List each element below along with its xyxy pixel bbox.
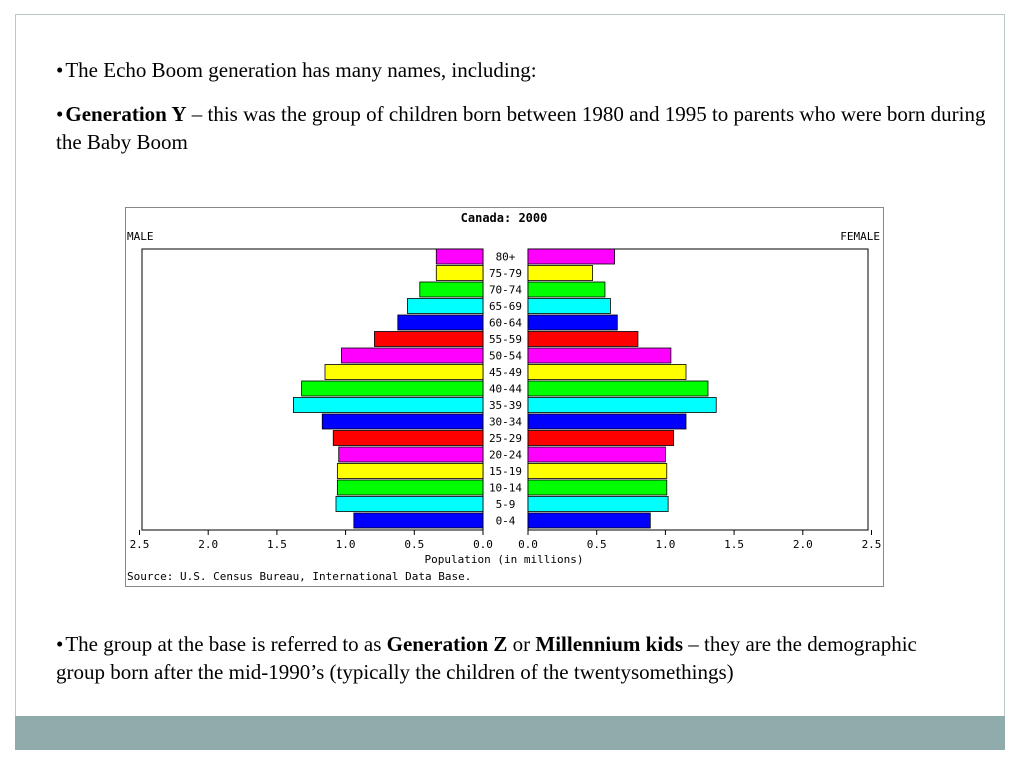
bar-male-75-79 [436,266,483,281]
bar-male-20-24 [339,447,483,462]
age-label: 35-39 [488,399,523,412]
footer-band [15,716,1005,750]
tick-label-left: 2.0 [198,538,219,551]
tick-label-left: 2.5 [129,538,150,551]
bar-male-35-39 [293,398,483,413]
bullet-generation-z [56,630,936,686]
generation-z-term: Generation Z [386,632,508,656]
tick-label-right: 2.5 [861,538,882,551]
age-label: 55-59 [488,333,523,346]
bar-female-50-54 [528,348,671,363]
age-label: 80+ [495,250,516,264]
bullet-generation-y [56,100,986,156]
bar-female-15-19 [528,464,667,479]
bar-female-55-59 [528,332,638,347]
bullet3-text-a: The group at the base is referred to as [65,632,387,656]
bar-female-75-79 [528,266,593,281]
tick-label-right: 1.0 [655,538,676,551]
tick-label-left: 0.5 [404,538,425,551]
bar-female-25-29 [528,431,674,446]
bullet3-text-c: – they are the demographic group born after the mid-1990’s (typically the children of the twentysomethings) [56,632,917,684]
pyramid-svg [126,208,883,586]
bullet3-text-b: or [507,632,536,656]
x-axis-label: Population (in millions) [424,553,584,566]
male-label: MALE [127,230,154,243]
bar-female-65-69 [528,299,610,314]
age-label: 75-79 [488,267,523,280]
bar-male-80+ [436,249,483,264]
bullet-dot: • [56,632,64,656]
bar-male-50-54 [341,348,483,363]
generation-y-term: Generation Y [65,102,187,126]
bar-female-30-34 [528,414,686,429]
age-label: 30-34 [488,415,523,429]
tick-label-left: 1.0 [335,538,356,551]
bar-male-25-29 [333,431,483,446]
millennium-kids-term: Millennium kids [535,632,684,656]
bar-male-65-69 [407,299,483,314]
age-label: 40-44 [488,382,523,396]
male-bars [293,249,483,528]
bar-female-10-14 [528,480,667,495]
bar-female-0-4 [528,513,650,528]
bar-female-45-49 [528,365,686,380]
bar-male-30-34 [322,414,483,429]
bar-male-5-9 [336,497,483,512]
tick-label-right: 0.0 [518,538,538,551]
female-bars [528,249,716,528]
tick-label-left: 0.0 [473,538,493,551]
age-label: 45-49 [488,366,523,379]
source-note: Source: U.S. Census Bureau, International Data Base. [127,570,472,583]
bar-male-40-44 [302,381,483,396]
age-label: 60-64 [488,316,523,330]
bar-male-15-19 [337,464,483,479]
age-label: 25-29 [488,432,523,445]
age-label: 65-69 [488,300,523,313]
bar-female-40-44 [528,381,708,396]
bar-male-10-14 [337,480,483,495]
bar-female-80+ [528,249,615,264]
population-pyramid-chart [125,207,884,587]
bullet1-text: The Echo Boom generation has many names, including: [65,58,537,82]
age-label: 15-19 [488,465,523,478]
age-label: 50-54 [488,349,523,363]
bar-male-55-59 [374,332,483,347]
age-label: 10-14 [488,481,523,495]
age-label: 5-9 [495,498,516,511]
tick-label-right: 2.0 [792,538,813,551]
bullet-echo-boom [56,56,986,84]
bar-male-45-49 [325,365,483,380]
age-labels [489,251,522,528]
bullet-dot: • [56,102,64,126]
age-label: 70-74 [488,283,523,297]
bar-male-70-74 [420,282,483,297]
bar-female-60-64 [528,315,617,330]
tick-label-right: 1.5 [724,538,745,551]
bullet-dot: • [56,58,64,82]
female-label: FEMALE [840,230,880,243]
bullet2-text: – this was the group of children born between 1980 and 1995 to parents who were born during the Baby Boom [56,102,986,154]
bar-male-60-64 [398,315,483,330]
tick-label-right: 0.5 [586,538,607,551]
bar-male-0-4 [354,513,483,528]
axis-ticks [130,530,882,551]
age-label: 20-24 [488,448,523,462]
bar-female-70-74 [528,282,605,297]
age-label: 0-4 [495,514,516,528]
bar-female-5-9 [528,497,668,512]
chart-title: Canada: 2000 [460,211,548,225]
bar-female-35-39 [528,398,716,413]
bar-female-20-24 [528,447,665,462]
tick-label-left: 1.5 [266,538,287,551]
